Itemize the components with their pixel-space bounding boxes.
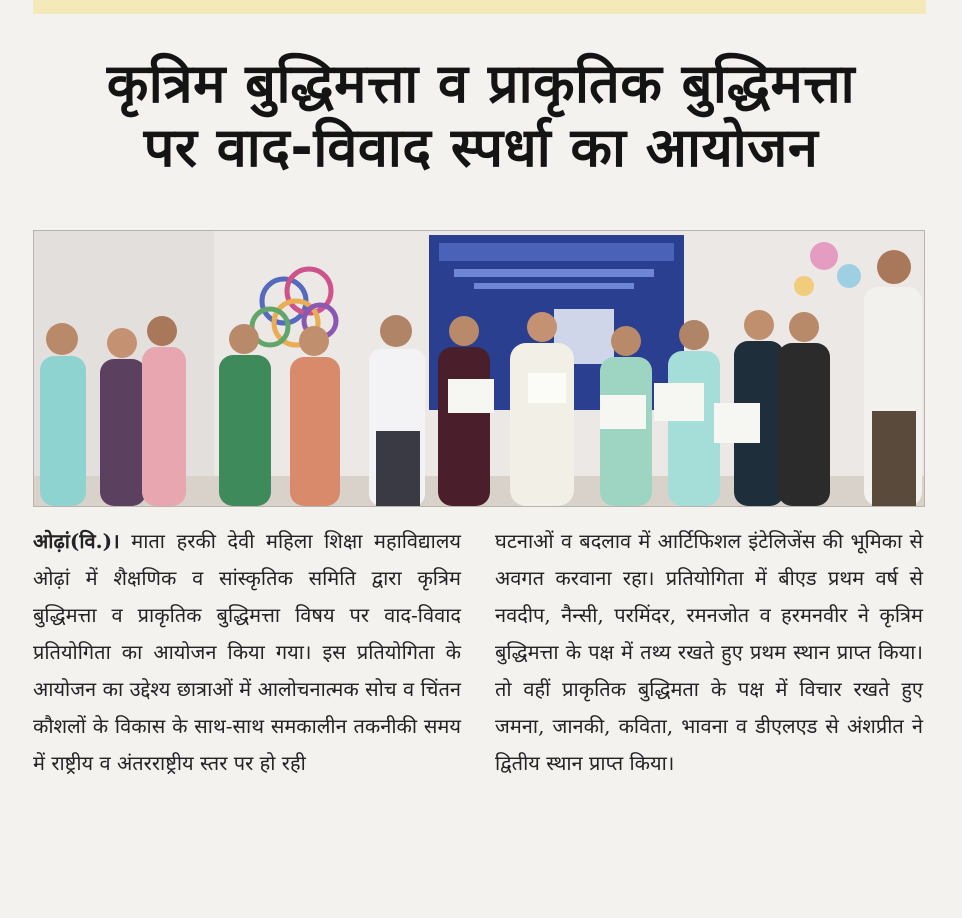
article-paragraph-1 [33,523,461,782]
article-column-1 [33,523,461,908]
headline-line-2: पर वाद-विवाद स्पर्धा का आयोजन [143,115,819,179]
column-1-text: माता हरकी देवी महिला शिक्षा महाविद्यालय ओढ़ां में शैक्षणिक व सांस्कृतिक समिति द्वारा कृत्रिम बुद्धिमत्ता व प्राकृतिक बुद्धिमत्ता विषय पर वाद-विवाद प्रतियोगिता का आयोजन किया गया। इस प्रतियोगिता के आयोजन का उद्देश्य छात्राओं में आलोचनात्मक सोच व चिंतन कौशलों के विकास के साथ-साथ समकालीन तकनीकी समय में राष्ट्रीय व अंतरराष्ट्रीय स्तर पर हो रही [33,529,461,775]
news-photo [33,230,925,507]
headline [30,52,932,179]
dateline: ओढ़ां(वि.)। [33,529,120,553]
headline-line-1: कृत्रिम बुद्धिमत्ता व प्राकृतिक बुद्धिमत्ता [106,52,856,115]
top-color-strip [33,0,926,14]
article-paragraph-2: घटनाओं व बदलाव में आर्टिफिशल इंटेलिजेंस की भूमिका से अवगत करवाना रहा। प्रतियोगिता में बीएड प्रथम वर्ष से नवदीप, नैन्सी, परमिंदर, रमनजोत व हरमनवीर ने कृत्रिम बुद्धिमत्ता के पक्ष में तथ्य रखते हुए प्रथम स्थान प्राप्त किया। तो वहीं प्राकृतिक बुद्धिमता के पक्ष में विचार रखते हुए जमना, जानकी, कविता, भावना व डीएलएड से अंशप्रीत ने द्वितीय स्थान प्राप्त किया। [495,529,923,775]
article-column-2 [495,523,923,908]
group-photo-illustration [34,231,924,506]
article-body [33,523,923,908]
